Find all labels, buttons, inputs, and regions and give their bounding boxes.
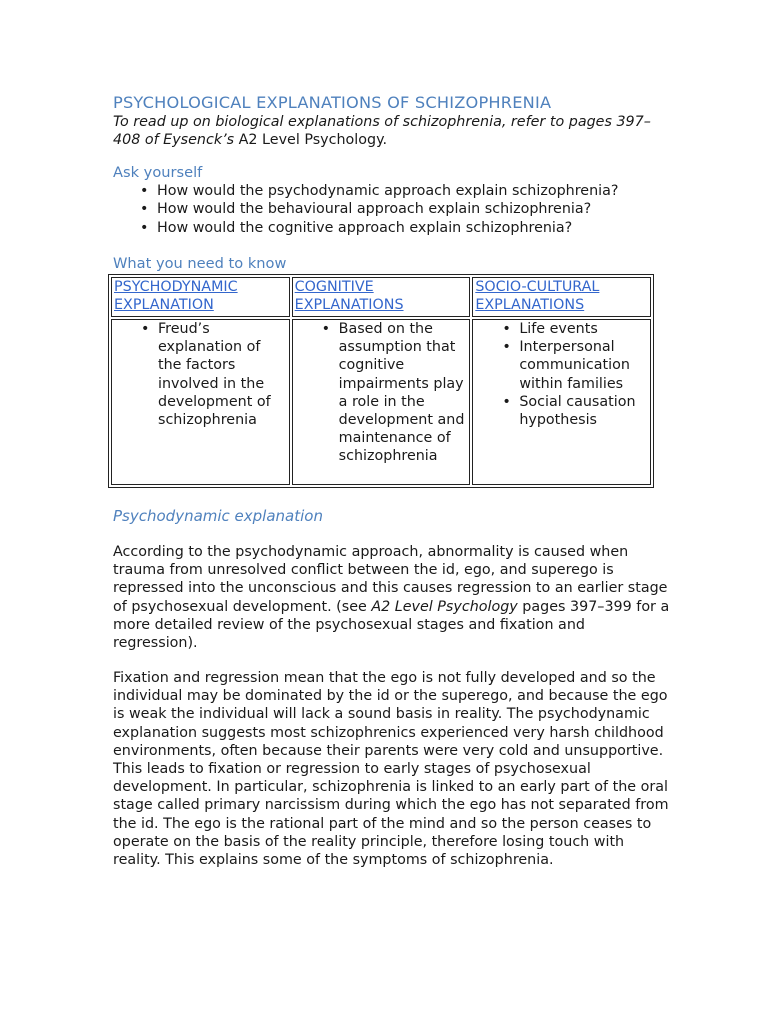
questions-list (113, 182, 673, 237)
cell-list (295, 320, 468, 466)
need-to-know-heading: What you need to know (113, 255, 287, 272)
list-item: • How would the behavioural approach explain schizophrenia? (157, 200, 673, 218)
ask-yourself-heading: Ask yourself (113, 164, 203, 181)
cell-list (114, 320, 287, 429)
psychodynamic-section (113, 507, 673, 525)
page-title: PSYCHOLOGICAL EXPLANATIONS OF SCHIZOPHRENIA (113, 93, 552, 112)
list-item: • How would the cognitive approach explain schizophrenia? (157, 219, 673, 237)
paragraph: According to the psychodynamic approach, abnormality is caused when trauma from unresolved conflict between the id, ego, and superego is repressed into the unconscious and this causes regression to an earlier stage of psychosexual development. (see A2 Level Psychology pages 397–399 for a more detailed review of the psychosexual stages and fixation and regression). (113, 544, 670, 652)
list-item: • Social causation hypothesis (519, 393, 648, 429)
intro-plain: A2 Level Psychology. (234, 132, 388, 149)
table-header-cell (111, 277, 290, 317)
table-cell (292, 319, 471, 485)
table-header-row (111, 277, 651, 317)
list-item: • Freud’s explanation of the factors involved in the development of schizophrenia (158, 320, 287, 429)
paragraph-1-block (113, 543, 673, 652)
explanations-table (108, 274, 654, 488)
table-row (111, 319, 651, 485)
socio-cultural-link[interactable]: SOCIO-CULTURAL EXPLANATIONS (475, 279, 600, 314)
title-block (113, 93, 673, 113)
paragraph-2-block (113, 669, 673, 869)
table-cell (111, 319, 290, 485)
list-item: • Life events (519, 320, 648, 338)
list-item: • Based on the assumption that cognitive impairments play a role in the development and maintenance of schizophrenia (339, 320, 468, 466)
paragraph: Fixation and regression mean that the ego is not fully developed and so the individual may be dominated by the id or the superego, and because the ego is weak the individual will lack a sound basis in reality. The psychodynamic explanation suggests most schizophrenics experienced very harsh childhood environments, often because their parents were very cold and unsupportive. This leads to fixation or regression to early stages of psychosexual development. In particular, schizophrenia is linked to an early part of the oral stage called primary narcissism during which the ego has not separated from the id. The ego is the rational part of the mind and so the person ceases to operate on the basis of the reality principle, therefore losing touch with reality. This explains some of the symptoms of schizophrenia. (113, 670, 669, 869)
need-to-know-block (113, 255, 673, 273)
cognitive-link[interactable]: COGNITIVE EXPLANATIONS (294, 279, 404, 314)
list-item: • Interpersonal communication within families (519, 338, 648, 393)
ask-yourself-block (113, 164, 673, 237)
section-heading: Psychodynamic explanation (113, 507, 323, 525)
list-item: • How would the psychodynamic approach explain schizophrenia? (157, 182, 673, 200)
intro-block (113, 113, 673, 149)
intro-italic: To read up on biological explanations of schizophrenia, refer to pages 397–408 of Eysenck’s (113, 114, 651, 149)
intro-paragraph (113, 113, 673, 149)
table-header-cell (472, 277, 651, 317)
table-cell (472, 319, 651, 485)
book-title: A2 Level Psychology (371, 598, 518, 615)
table-header-cell (292, 277, 471, 317)
psychodynamic-link[interactable]: PSYCHODYNAMIC EXPLANATION (114, 279, 238, 314)
cell-list (475, 320, 648, 429)
